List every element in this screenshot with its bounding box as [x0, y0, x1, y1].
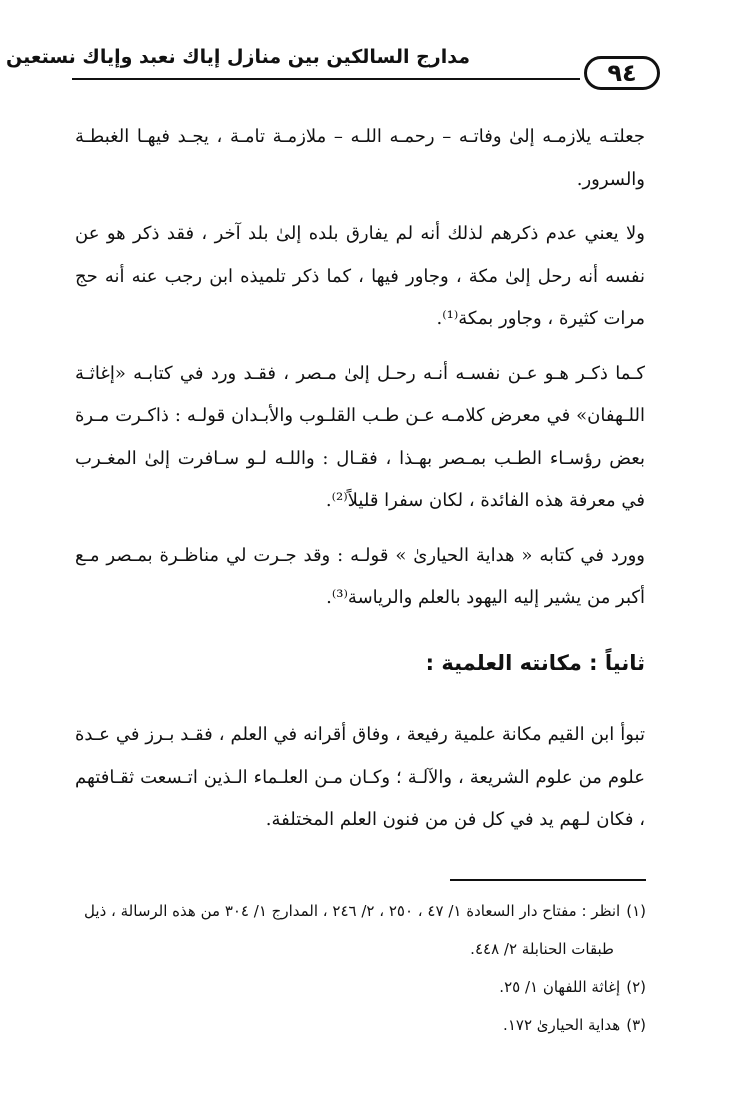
footnote-text: إغاثة اللفهان ١/ ٢٥.	[499, 978, 621, 996]
footnote-text: هداية الحيارىٰ ١٧٢.	[503, 1016, 621, 1034]
footnote-text: انظر : مفتاح دار السعادة ١/ ٤٧ ، ٢٥٠ ، ٢/ ٢٤٦ ، المدارج ١/ ٣٠٤ من هذه الرسالة ، ذيل	[84, 902, 621, 920]
footnote-1-continuation: طبقات الحنابلة ٢/ ٤٤٨.	[470, 940, 614, 958]
running-title: مدارج السالكين بين منازل إياك نعبد وإياك نستعين	[6, 46, 470, 68]
paragraph-2: ولا يعني عدم ذكرهم لذلك أنه لم يفارق بلده إلىٰ بلد آخر ، فقد ذكر هو عن نفسه أنه رحل إلىٰ مكة ، وجاور فيها ، كما ذكر تلميذه ابن رجب عنه أنه حج مرات كثيرة ، وجاور بمكة⁽¹⁾.	[75, 223, 645, 329]
footnote-3	[70, 1006, 646, 1044]
page-header	[6, 38, 660, 98]
paragraph-3: كـما ذكـر هـو عـن نفسـه أنـه رحـل إلىٰ مـصر ، فقـد ورد في كتابـه «إغاثـة اللـهفان» في معرض كلامـه عـن طـب القلـوب والأبـدان قولـه : ذاكـرت مـرة بعض رؤسـاء الطـب بمـصر بهـذا ، فقـال : واللـه لـو سـافرت إلىٰ المغـرب في معرفة هذه الفائدة ، لكان سفرا قليلاً⁽²⁾.	[75, 362, 645, 511]
section-heading: ثانياً : مكانته العلمية :	[425, 651, 645, 675]
footnote-number: (٢)	[626, 978, 646, 996]
paragraph-5: تبوأ ابن القيم مكانة علمية رفيعة ، وفاق أقرانه في العلم ، فقـد بـرز في عـدة علوم من علوم الشريعة ، والآلـة ؛ وكـان مـن العلـماء الـذين اتـسعت ثقـافتهم ، فكان لـهم يد في كل فن من فنون العلم المختلفة.	[75, 724, 645, 830]
paragraph-1: جعلتـه يلازمـه إلىٰ وفاتـه – رحمـه اللـه – ملازمـة تامـة ، يجـد فيهـا الغبطـة والسرور.	[75, 126, 645, 190]
body-text-section-2	[75, 714, 645, 842]
footnote-number: (٣)	[626, 1016, 646, 1034]
footnote-number: (١)	[626, 902, 646, 920]
footnote-1	[70, 892, 646, 930]
footnote-rule	[450, 879, 646, 881]
footnote-2	[70, 968, 646, 1006]
page-number-badge: ٩٤	[584, 56, 660, 90]
footnotes	[70, 892, 646, 1044]
body-text	[75, 116, 645, 620]
paragraph-4: وورد في كتابه « هداية الحيارىٰ » قولـه : وقد جـرت لي مناظـرة بمـصر مـع أكبر من يشير إليه اليهود بالعلم والرياسة⁽³⁾.	[75, 544, 645, 608]
header-rule	[72, 78, 580, 80]
